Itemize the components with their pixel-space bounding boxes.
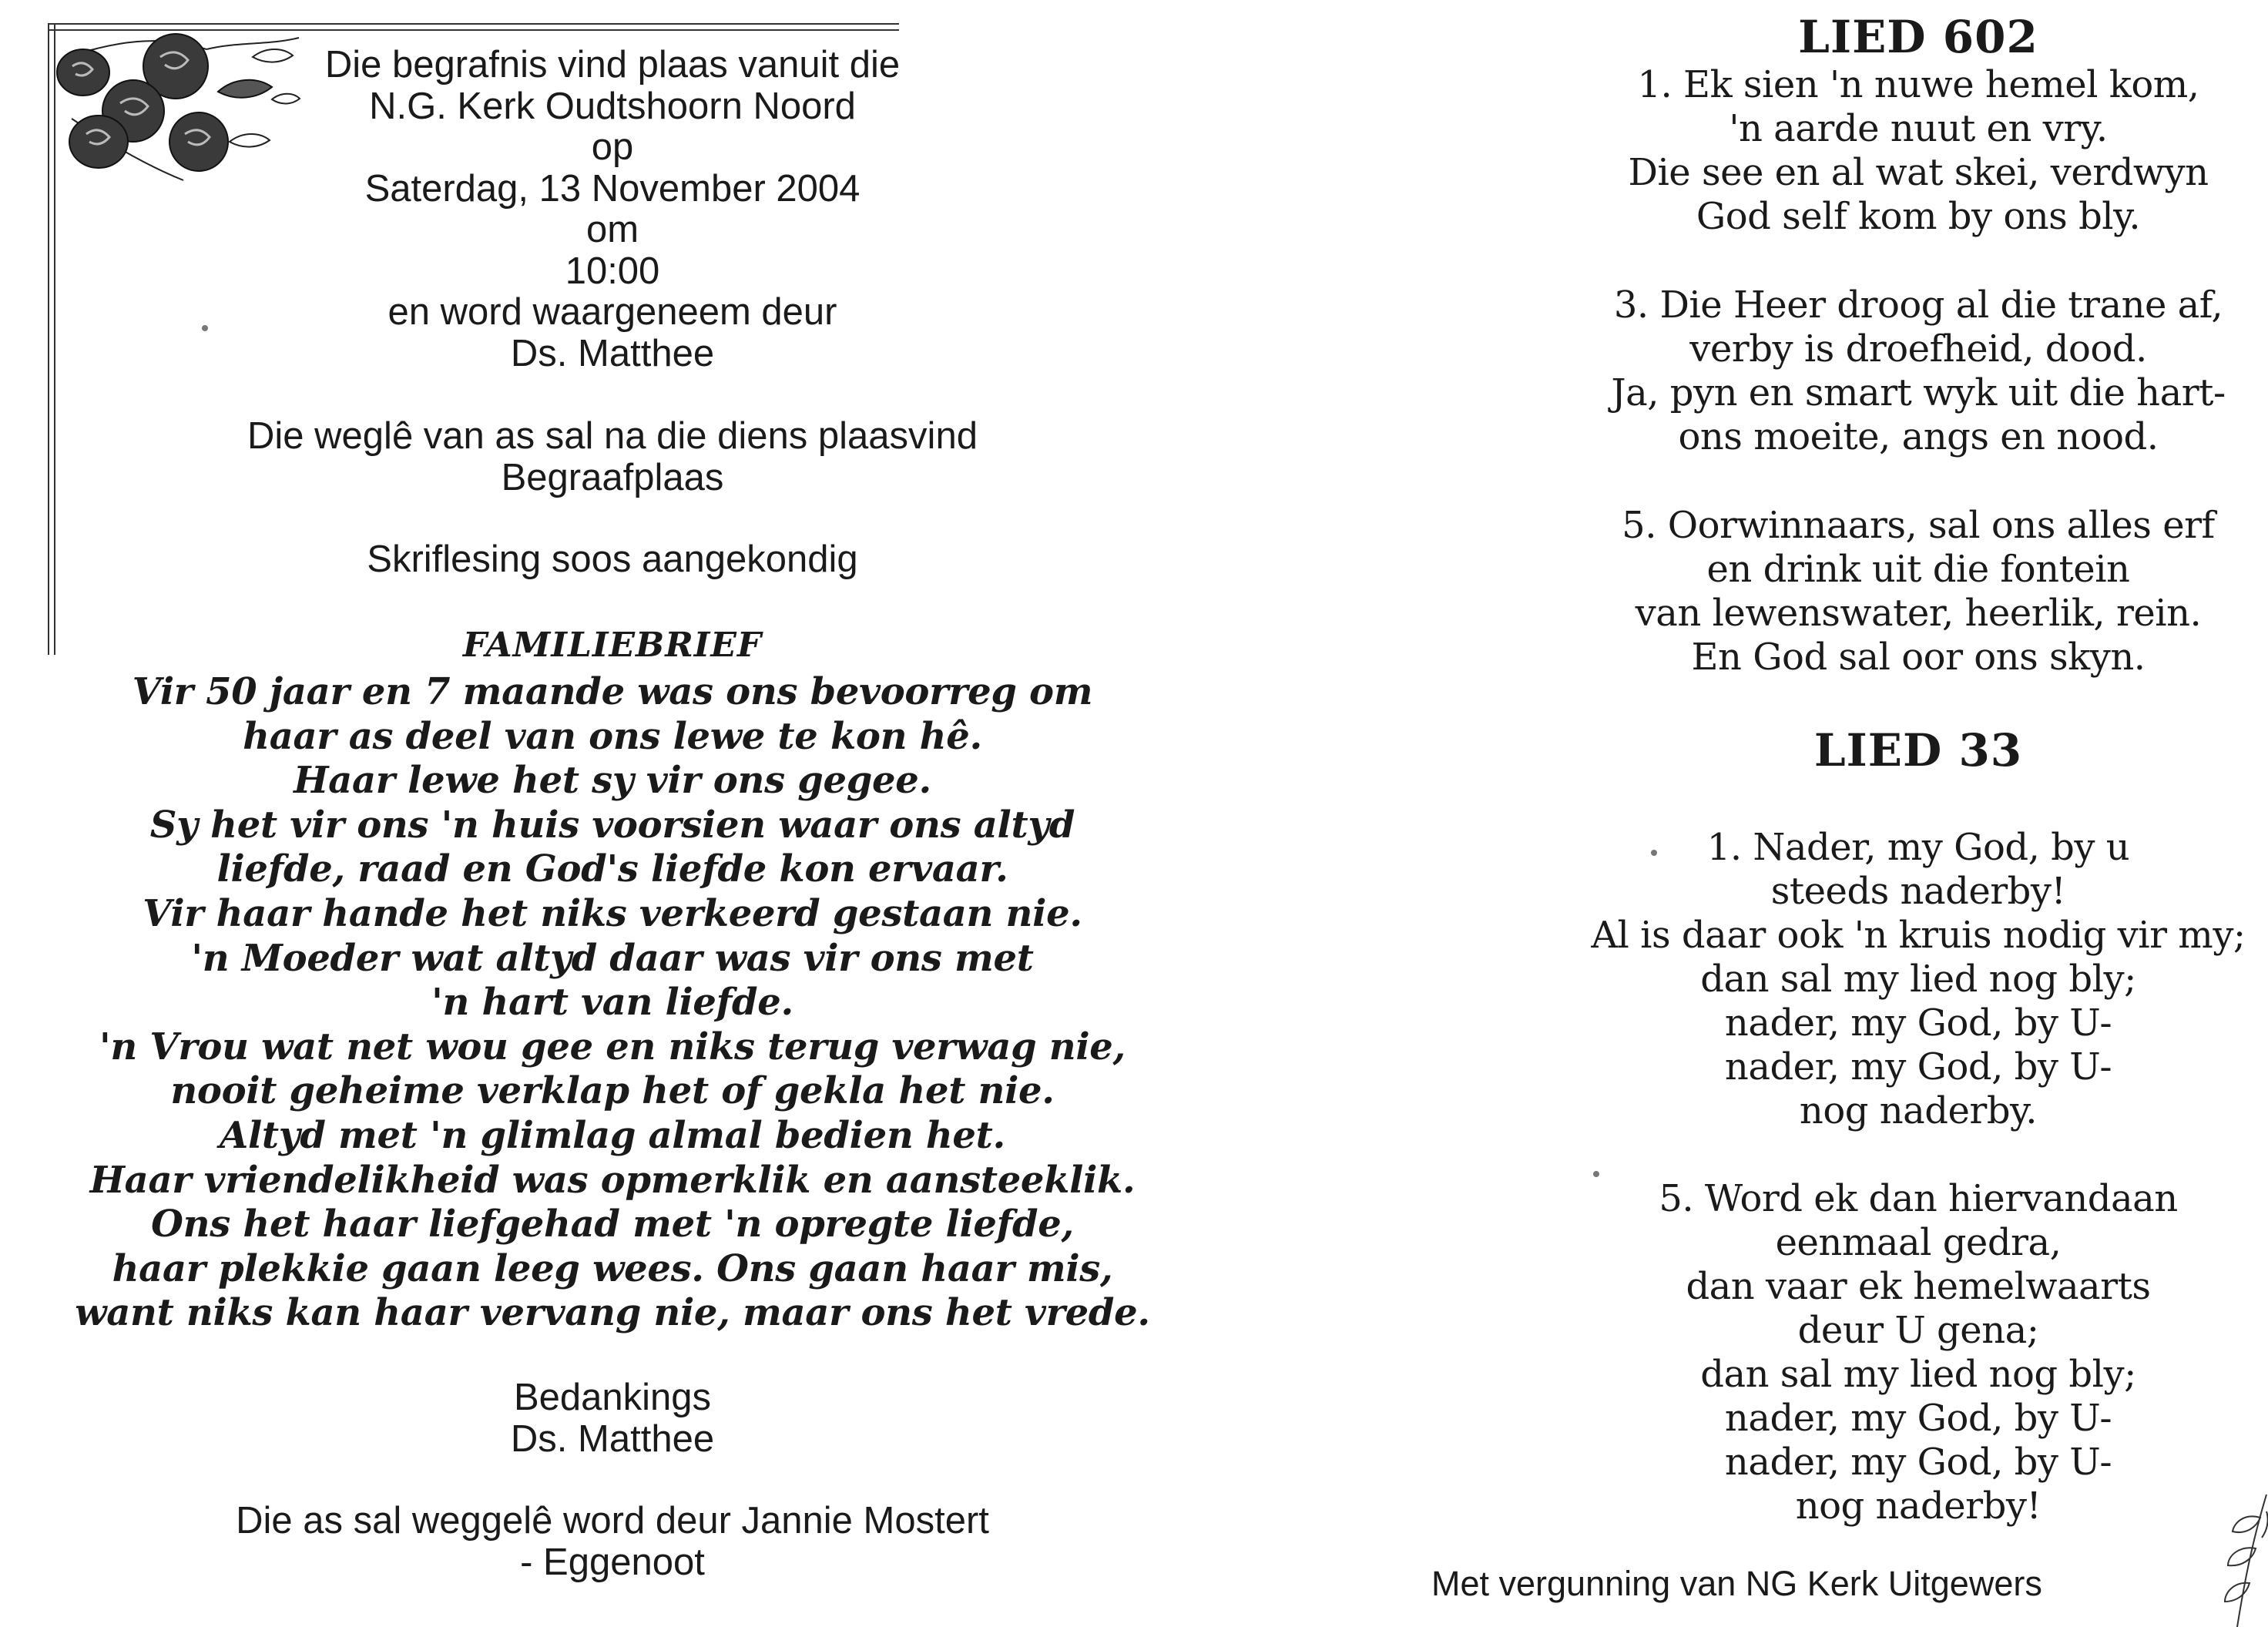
letter-line: nooit geheime verklap het of gekla het nie. xyxy=(170,1069,1055,1113)
letter-line: want niks kan haar vervang nie, maar ons het vrede. xyxy=(75,1291,1150,1335)
verse-line: 1. Nader, my God, by u xyxy=(1706,826,2130,869)
hymn-33-verse-1 xyxy=(1564,826,2268,1133)
ashes-notice xyxy=(116,1501,1109,1583)
letter-line: Haar lewe het sy vir ons gegee. xyxy=(294,759,931,803)
leaf-sprig-icon xyxy=(2222,1494,2268,1627)
service-line: Die begrafnis vind plaas vanuit die xyxy=(324,44,901,86)
letter-line: Vir 50 jaar en 7 maande was ons bevoorreg om xyxy=(132,670,1093,713)
verse-line: dan sal my lied nog bly; xyxy=(1700,958,2136,1001)
verse-line: God self kom by ons bly. xyxy=(1696,195,2141,238)
service-line: om xyxy=(585,209,639,250)
service-line: op xyxy=(591,126,634,168)
thanks-line: Bedankings xyxy=(513,1377,712,1418)
verse-line: nader, my God, by U- xyxy=(1724,1001,2112,1045)
thanks-line: Ds. Matthee xyxy=(510,1417,715,1460)
verse-line: nog naderby! xyxy=(1795,1484,2042,1528)
verse-line: Die see en al wat skei, verdwyn xyxy=(1628,151,2209,194)
verse-line: steeds naderby! xyxy=(1770,870,2066,913)
service-date: Saterdag, 13 November 2004 xyxy=(364,167,861,210)
verse-line: eenmaal gedra, xyxy=(1775,1221,2062,1264)
procession-line: Die weglê van as sal na die diens plaasvind xyxy=(247,415,978,457)
hymn-33-verse-5 xyxy=(1564,1177,2268,1528)
letter-line: Haar vriendelikheid was opmerklik en aansteeklik. xyxy=(89,1158,1136,1202)
letter-line: 'n Moeder wat altyd daar was vir ons met xyxy=(191,936,1034,980)
publisher-credit: Met vergunning van NG Kerk Uitgewers xyxy=(1431,1564,2042,1603)
thanks-section xyxy=(385,1377,840,1460)
family-letter-body xyxy=(23,670,1202,1336)
letter-line: haar plekkie gaan leeg wees. Ons gaan haar mis, xyxy=(112,1246,1113,1290)
scan-speck xyxy=(202,325,208,331)
hymn-602-verse-1 xyxy=(1564,63,2268,239)
scan-speck xyxy=(1593,1171,1599,1177)
verse-line: dan sal my lied nog bly; xyxy=(1700,1353,2136,1396)
verse-line: van lewenswater, heerlik, rein. xyxy=(1635,592,2202,635)
verse-line: nader, my God, by U- xyxy=(1724,1045,2112,1089)
verse-line: Al is daar ook 'n kruis nodig vir my; xyxy=(1591,914,2246,957)
hymn-602-title: LIED 602 xyxy=(1798,11,2038,63)
procession-line: Begraafplaas xyxy=(501,456,724,498)
verse-line: ons moeite, angs en nood. xyxy=(1678,415,2159,458)
verse-line: nader, my God, by U- xyxy=(1724,1441,2112,1484)
procession-notice xyxy=(154,416,1071,498)
verse-line: 5. Oorwinnaars, sal ons alles erf xyxy=(1622,504,2215,547)
scripture-reading xyxy=(154,539,1071,581)
verse-line: 3. Die Heer droog al die trane af, xyxy=(1613,283,2223,327)
verse-line: En God sal oor ons skyn. xyxy=(1691,636,2146,679)
letter-line: 'n hart van liefde. xyxy=(431,981,793,1025)
hymn-33-title: LIED 33 xyxy=(1813,724,2023,777)
reading-line: Skriflesing soos aangekondig xyxy=(367,538,858,580)
letter-line: haar as deel van ons lewe te kon hê. xyxy=(243,714,982,758)
verse-line: en drink uit die fontein xyxy=(1706,548,2130,591)
verse-line: 1. Ek sien 'n nuwe hemel kom, xyxy=(1637,63,2199,106)
letter-line: Vir haar hande het niks verkeerd gestaan nie. xyxy=(143,891,1082,935)
officiant-name: Ds. Matthee xyxy=(510,332,715,374)
verse-line: 5. Word ek dan hiervandaan xyxy=(1659,1177,2178,1220)
service-line: en word waargeneem deur xyxy=(388,291,837,333)
verse-line: deur U gena; xyxy=(1797,1309,2039,1352)
verse-line: nader, my God, by U- xyxy=(1724,1397,2112,1440)
verse-line: 'n aarde nuut en vry. xyxy=(1729,107,2108,150)
ashes-line: - Eggenoot xyxy=(520,1541,705,1583)
letter-line: liefde, raad en God's liefde kon ervaar. xyxy=(216,847,1008,891)
verse-line: dan vaar ek hemelwaarts xyxy=(1686,1265,2151,1308)
letter-line: Ons het haar liefgehad met 'n opregte liefde, xyxy=(151,1203,1074,1246)
scan-speck xyxy=(1651,850,1657,856)
verse-line: verby is droefheid, dood. xyxy=(1689,327,2147,371)
verse-line: Ja, pyn en smart wyk uit die hart- xyxy=(1611,371,2226,414)
service-details xyxy=(304,45,921,374)
letter-line: Sy het vir ons 'n huis voorsien waar ons altyd xyxy=(149,803,1075,847)
family-letter-title: FAMILIEBRIEF xyxy=(462,626,763,665)
verse-line: nog naderby. xyxy=(1799,1089,2038,1132)
letter-line: 'n Vrou wat net wou gee en niks terug verwag nie, xyxy=(99,1025,1126,1068)
hymn-602-verse-3 xyxy=(1564,283,2268,459)
hymn-602-verse-5 xyxy=(1564,504,2268,679)
service-line: N.G. Kerk Oudtshoorn Noord xyxy=(369,85,856,127)
ashes-line: Die as sal weggelê word deur Jannie Mostert xyxy=(236,1500,989,1541)
letter-line: Altyd met 'n glimlag almal bedien het. xyxy=(220,1113,1005,1157)
service-time: 10:00 xyxy=(565,250,660,292)
roses-corner-icon xyxy=(52,26,307,188)
